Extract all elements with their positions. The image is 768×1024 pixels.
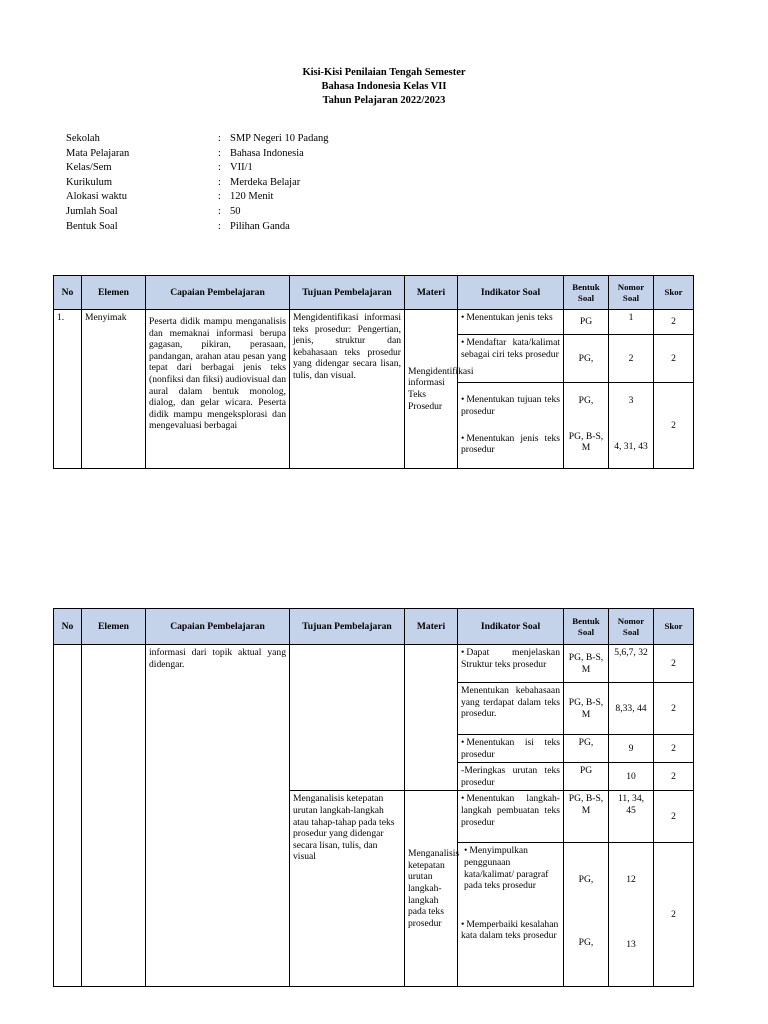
info-row [66, 190, 328, 205]
cell-skor: 2 [654, 335, 694, 383]
title-line-2: Bahasa Indonesia Kelas VII [321, 81, 447, 92]
info-separator: : [218, 191, 221, 203]
cell-tujuan: Mengidentifikasi informasi teks prosedur: Pengertian, jenis, struktur dan kebahasaan teks prosedur yang didengar secara lisan, tulis, dan visual. [290, 310, 405, 469]
cell-indikator [458, 843, 564, 917]
indikator-text: • Menentukan jenis teks [461, 312, 553, 323]
cell-indikator [458, 791, 564, 843]
cell-skor: 2 [654, 735, 694, 763]
cell-nomor: 11, 34, 45 [609, 791, 654, 843]
school-info [66, 132, 328, 234]
cell-nomor: 10 [609, 763, 654, 791]
cell-skor: 2 [654, 683, 694, 735]
info-separator: : [218, 205, 221, 217]
col-header-capaian: Capaian Pembelajaran [146, 609, 290, 645]
kisi-table-1 [53, 275, 694, 469]
indikator-text: • Menentukan langkah-langkah pembuatan teks prosedur [461, 793, 560, 827]
table-row [54, 310, 694, 335]
col-header-bentuk: Bentuk Soal [564, 276, 609, 310]
info-row [66, 205, 328, 220]
indikator-text: • Mendaftar kata/kalimat sebagai ciri teks prosedur [461, 337, 560, 360]
cell-indikator [458, 429, 564, 469]
indikator-text: • Memperbaiki kesalahan kata dalam teks prosedur [461, 919, 558, 942]
col-header-skor: Skor [654, 276, 694, 310]
cell-indikator [458, 917, 564, 987]
kisi-table-2 [53, 608, 694, 987]
cell-nomor: 8,33, 44 [609, 683, 654, 735]
cell-bentuk: PG, [564, 383, 609, 429]
info-value: 50 [230, 205, 241, 217]
table-row [54, 645, 694, 683]
indikator-text: • Menentukan jenis teks prosedur [461, 433, 560, 456]
info-label: Kelas/Sem [66, 162, 112, 174]
cell-nomor: 13 [609, 917, 654, 987]
info-label: Mata Pelajaran [66, 147, 130, 159]
indikator-text: • Menyimpulkan penggunaan kata/kalimat/ paragraf pada teks prosedur [464, 845, 548, 891]
cell-no [54, 645, 82, 987]
cell-nomor: 2 [609, 335, 654, 383]
info-value: Pilihan Ganda [230, 220, 290, 232]
col-header-indikator: Indikator Soal [458, 609, 564, 645]
cell-bentuk: PG, [564, 843, 609, 917]
cell-bentuk: PG, B-S, M [564, 429, 609, 469]
cell-materi [405, 645, 458, 791]
cell-capaian: informasi dari topik aktual yang didengar. [146, 645, 290, 987]
cell-nomor: 4, 31, 43 [609, 429, 654, 469]
cell-indikator [458, 383, 564, 429]
cell-skor: 2 [654, 791, 694, 843]
cell-nomor: 1 [609, 310, 654, 335]
table-header-row [54, 276, 694, 310]
cell-nomor: 5,6,7, 32 [609, 645, 654, 683]
cell-indikator [458, 735, 564, 763]
info-value: Bahasa Indonesia [230, 147, 304, 159]
col-header-nomor: Nomor Soal [609, 609, 654, 645]
info-separator: : [218, 147, 221, 159]
info-value: Merdeka Belajar [230, 176, 301, 188]
col-header-materi: Materi [405, 276, 458, 310]
info-label: Alokasi waktu [66, 191, 127, 203]
title-line-3: Tahun Pelajaran 2022/2023 [322, 95, 446, 106]
info-row [66, 220, 328, 235]
document-title [0, 66, 768, 108]
indikator-text: • Menentukan tujuan teks prosedur [461, 394, 560, 417]
col-header-skor: Skor [654, 609, 694, 645]
cell-bentuk: PG, B-S, M [564, 683, 609, 735]
cell-materi: Mengidentifikasi informasi Teks Prosedur [405, 310, 458, 469]
col-header-capaian: Capaian Pembelajaran [146, 276, 290, 310]
col-header-elemen: Elemen [82, 609, 146, 645]
info-separator: : [218, 176, 221, 188]
info-label: Bentuk Soal [66, 220, 118, 232]
cell-skor: 2 [654, 843, 694, 987]
cell-bentuk: PG [564, 763, 609, 791]
info-value: VII/1 [230, 162, 253, 174]
col-header-bentuk: Bentuk Soal [564, 609, 609, 645]
info-label: Kurikulum [66, 176, 113, 188]
indikator-text: • Menentukan isi teks prosedur [461, 737, 560, 760]
cell-bentuk: PG, [564, 917, 609, 987]
table-header-row [54, 609, 694, 645]
cell-nomor: 9 [609, 735, 654, 763]
cell-indikator: Menentukan kebahasaan yang terdapat dalam teks prosedur. [458, 683, 564, 735]
col-header-elemen: Elemen [82, 276, 146, 310]
cell-skor: 2 [654, 383, 694, 469]
cell-skor: 2 [654, 310, 694, 335]
cell-bentuk: PG, B-S, M [564, 645, 609, 683]
cell-capaian: Peserta didik mampu menganalisis dan memaknai informasi berupa gagasan, pikiran, perasaan, pandangan, arahan atau pesan yang tepat dari berbagai jenis teks (nonfiksi dan fiksi) audiovisual dan aural dalam bentuk monolog, dialog, dan gelar wicara. Peserta didik mampu mengeksplorasi dan mengevaluasi berbagai [146, 310, 290, 469]
cell-nomor: 3 [609, 383, 654, 429]
info-label: Jumlah Soal [66, 205, 118, 217]
cell-elemen: Menyimak [82, 310, 146, 469]
col-header-no: No [54, 609, 82, 645]
info-row [66, 176, 328, 191]
cell-materi: Menganalisis ketepatan urutan langkah-langkah pada teks prosedur [405, 791, 458, 987]
cell-skor: 2 [654, 763, 694, 791]
info-value: 120 Menit [230, 191, 274, 203]
info-separator: : [218, 162, 221, 174]
col-header-indikator: Indikator Soal [458, 276, 564, 310]
info-separator: : [218, 133, 221, 144]
info-label: Sekolah [66, 133, 100, 144]
cell-tujuan [290, 645, 405, 791]
info-separator: : [218, 220, 221, 232]
col-header-nomor: Nomor Soal [609, 276, 654, 310]
cell-indikator [458, 310, 564, 335]
cell-tujuan: Menganalisis ketepatan urutan langkah-langkah atau tahap-tahap pada teks prosedur yang didengar secara lisan, tulis, dan visual [290, 791, 405, 987]
cell-indikator: -Meringkas urutan teks prosedur [458, 763, 564, 791]
cell-bentuk: PG, [564, 335, 609, 383]
info-row [66, 147, 328, 162]
col-header-no: No [54, 276, 82, 310]
col-header-tujuan: Tujuan Pembelajaran [290, 276, 405, 310]
cell-bentuk: PG, B-S, M [564, 791, 609, 843]
cell-no: 1. [54, 310, 82, 469]
cell-elemen [82, 645, 146, 987]
info-row [66, 132, 328, 147]
info-value: SMP Negeri 10 Padang [230, 133, 329, 144]
col-header-tujuan: Tujuan Pembelajaran [290, 609, 405, 645]
title-line-1: Kisi-Kisi Penilaian Tengah Semester [302, 67, 466, 78]
cell-indikator [458, 645, 564, 683]
info-row [66, 161, 328, 176]
cell-skor: 2 [654, 645, 694, 683]
cell-bentuk: PG, [564, 735, 609, 763]
cell-nomor: 12 [609, 843, 654, 917]
indikator-text: • Dapat menjelaskan Struktur teks prosedur [461, 647, 560, 670]
cell-bentuk: PG [564, 310, 609, 335]
col-header-materi: Materi [405, 609, 458, 645]
